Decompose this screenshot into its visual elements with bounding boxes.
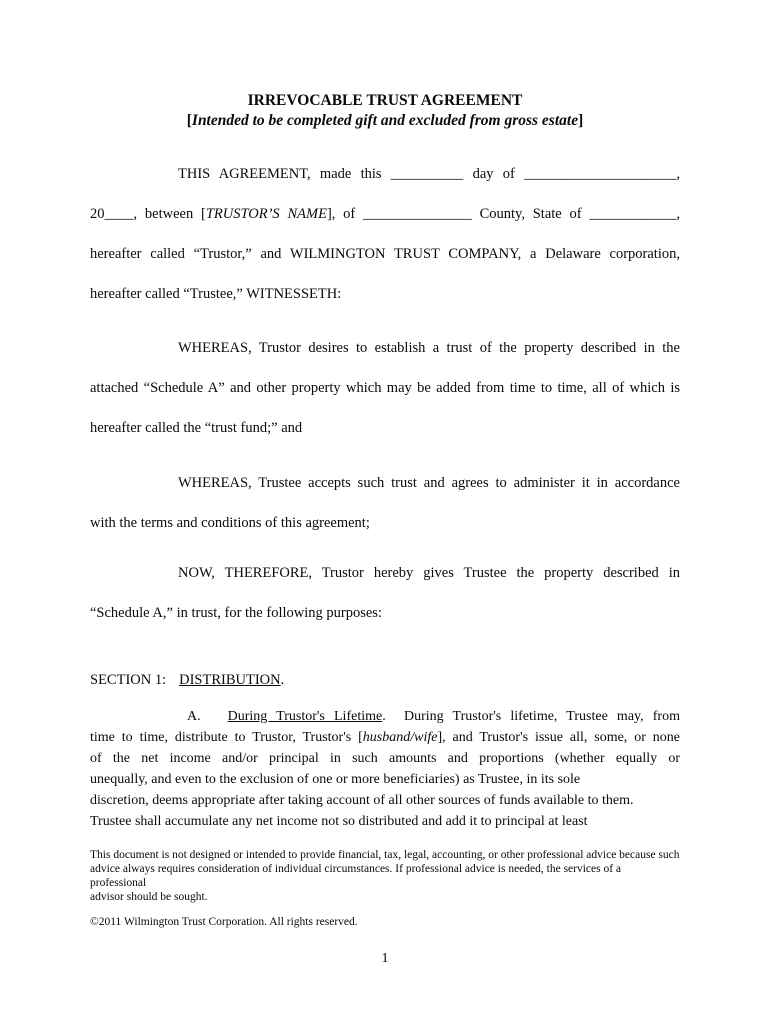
paragraph-a-line2-suffix: ], and Trustor's issue all, some, or none — [437, 730, 680, 745]
page-number: 1 — [381, 951, 389, 966]
husband-wife-placeholder: husband/wife — [362, 730, 438, 745]
disclaimer-line: advisor should be sought. — [90, 891, 208, 903]
opening-line1-text: THIS AGREEMENT, made this __________ day of _____________________, — [178, 166, 680, 182]
section-1-title-period: . — [280, 672, 285, 688]
section-1-title: DISTRIBUTION — [179, 672, 281, 688]
subtitle-close-bracket: ] — [578, 112, 584, 129]
section-1-label: SECTION 1: — [90, 672, 167, 688]
whereas-trustee-paragraph — [90, 463, 680, 543]
disclaimer-line: This document is not designed or intended to provide financial, tax, legal, accounting, or other professional advice because such — [90, 849, 680, 861]
text-line: Trustee shall accumulate any net income not so distributed and add it to principal at least — [90, 814, 588, 829]
text-line: “Schedule A,” in trust, for the following purposes: — [90, 605, 382, 621]
paragraph-a-letter: A. — [187, 709, 201, 724]
opening-paragraph — [90, 154, 680, 314]
text-line: with the terms and conditions of this agreement; — [90, 515, 370, 531]
now-therefore-line1: NOW, THEREFORE, Trustor hereby gives Trustee the property described in — [178, 565, 680, 581]
text-line: of the net income and/or principal in such amounts and proportions (whether equally or — [90, 751, 680, 766]
footer-copyright: ©2011 Wilmington Trust Corporation. All rights reserved. — [90, 916, 358, 928]
text-line — [90, 553, 680, 593]
text-line — [90, 706, 680, 727]
opening-line2-prefix: 20____, between [ — [90, 206, 206, 222]
text-line: hereafter called “Trustee,” WITNESSETH: — [90, 286, 342, 302]
text-line — [90, 463, 680, 503]
first-line-indent — [90, 576, 178, 577]
document-title: IRREVOCABLE TRUST AGREEMENT — [247, 92, 523, 109]
now-therefore-paragraph — [90, 553, 680, 633]
first-line-indent — [90, 177, 178, 178]
paragraph-a-heading: During Trustor's Lifetime — [227, 709, 383, 724]
paragraph-a-indent — [90, 719, 187, 720]
whereas-trustor-line1: WHEREAS, Trustor desires to establish a trust of the property described in the — [178, 340, 680, 356]
paragraph-a-line2-prefix: time to time, distribute to Trustor, Trustor's [ — [90, 730, 363, 745]
document-subtitle — [90, 111, 680, 131]
subtitle-open-bracket: [ — [186, 112, 192, 129]
text-line — [90, 727, 680, 748]
text-line: attached “Schedule A” and other property which may be added from time to time, all of which is — [90, 380, 680, 396]
paragraph-a-line1-rest: . During Trustor's lifetime, Trustee may, from — [382, 709, 680, 724]
text-line — [90, 194, 680, 234]
text-line: discretion, deems appropriate after taking account of all other sources of funds available to them. — [90, 793, 634, 808]
paragraph-a-tab — [201, 719, 228, 720]
first-line-indent — [90, 351, 178, 352]
text-line — [90, 328, 680, 368]
whereas-trustor-paragraph — [90, 328, 680, 448]
trustor-name-placeholder: TRUSTOR’S NAME — [205, 206, 327, 222]
paragraph-a — [90, 706, 680, 832]
subtitle-text: Intended to be completed gift and excluded from gross estate — [191, 112, 579, 129]
text-line: unequally, and even to the exclusion of one or more beneficiaries) as Trustee, in its sole — [90, 772, 581, 787]
first-line-indent — [90, 486, 178, 487]
text-line — [90, 154, 680, 194]
disclaimer-line: advice always requires consideration of individual circumstances. If professional advice is needed, the services of a professional — [90, 863, 622, 889]
whereas-trustee-line1: WHEREAS, Trustee accepts such trust and agrees to administer it in accordance — [178, 475, 680, 491]
section-1-heading — [90, 670, 680, 690]
text-line: hereafter called “Trustor,” and WILMINGTON TRUST COMPANY, a Delaware corporation, — [90, 246, 680, 262]
footer-disclaimer — [90, 848, 680, 904]
opening-line2-suffix: ], of _______________ County, State of ____________, — [326, 206, 680, 222]
text-line: hereafter called the “trust fund;” and — [90, 420, 303, 436]
